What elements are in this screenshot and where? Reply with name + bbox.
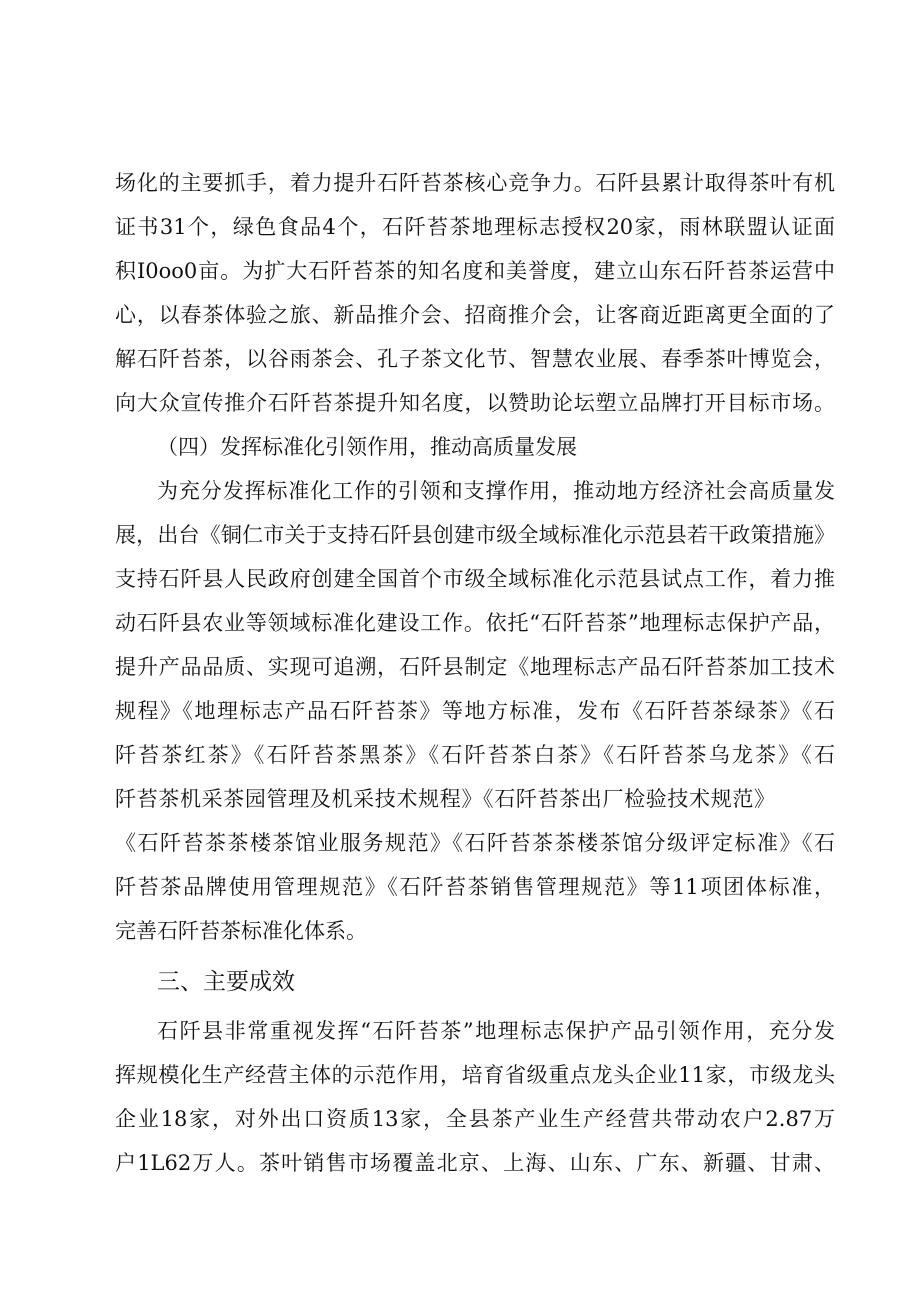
paragraph-3-line-1: 石阡县非常重视发挥“石阡苔茶”地理标志保护产品引领作用，充分发 (157, 1019, 835, 1043)
paragraph-2-line-8: 阡苔茶机采茶园管理及机采技术规程》《石阡苔茶出厂检验技术规范》 (115, 787, 775, 811)
paragraph-2-line-3: 支持石阡县人民政府创建全国首个市级全域标准化示范县试点工作，着力推 (115, 567, 835, 591)
paragraph-2-line-11: 完善石阡苔茶标准化体系。 (115, 919, 367, 943)
paragraph-1-line-3: 积I0oo0亩。为扩大石阡苔茶的知名度和美誉度，建立山东石阡苔茶运营中 (115, 259, 835, 283)
paragraph-3-line-4: 户1L62万人。茶叶销售市场覆盖北京、上海、山东、广东、新疆、甘肃、 (115, 1151, 835, 1175)
paragraph-2-line-4: 动石阡县农业等领域标准化建设工作。依托“石阡苔茶”地理标志保护产品， (115, 611, 835, 635)
paragraph-2-line-1: 为充分发挥标准化工作的引领和支撑作用，推动地方经济社会高质量发 (157, 479, 835, 503)
paragraph-1-line-1: 场化的主要抓手，着力提升石阡苔茶核心竞争力。石阡县累计取得茶叶有机 (115, 171, 835, 195)
paragraph-1-line-6: 向大众宣传推介石阡苔茶提升知名度，以赞助论坛塑立品牌打开目标市场。 (115, 391, 835, 415)
section-subheading-4: （四）发挥标准化引领作用，推动高质量发展 (157, 435, 577, 459)
paragraph-2-line-6: 规程》《地理标志产品石阡苔茶》等地方标准，发布《石阡苔茶绿茶》《石 (115, 699, 835, 723)
paragraph-2-line-10: 阡苔茶品牌使用管理规范》《石阡苔茶销售管理规范》等11项团体标准， (115, 875, 835, 899)
paragraph-2-line-5: 提升产品品质、实现可追溯，石阡县制定《地理标志产品石阡苔茶加工技术 (115, 655, 835, 679)
paragraph-2-line-9: 《石阡苔茶茶楼茶馆业服务规范》《石阡苔茶茶楼茶馆分级评定标准》《石 (115, 831, 835, 855)
paragraph-2-line-2: 展，出台《铜仁市关于支持石阡县创建市级全域标准化示范县若干政策措施》 (115, 523, 835, 547)
paragraph-1-line-5: 解石阡苔茶，以谷雨茶会、孔子茶文化节、智慧农业展、春季茶叶博览会， (115, 347, 835, 371)
paragraph-3-line-3: 企业18家，对外出口资质13家，全县茶产业生产经营共带动农户2.87万 (115, 1107, 835, 1131)
paragraph-3-line-2: 挥规模化生产经营主体的示范作用，培育省级重点龙头企业11家，市级龙头 (115, 1063, 835, 1087)
paragraph-2-line-7: 阡苔茶红茶》《石阡苔茶黑茶》《石阡苔茶白茶》《石阡苔茶乌龙茶》《石 (115, 743, 835, 767)
paragraph-1-line-2: 证书31个，绿色食品4个，石阡苔茶地理标志授权20家，雨林联盟认证面 (115, 215, 835, 239)
section-heading-3: 三、主要成效 (157, 969, 295, 995)
paragraph-1-line-4: 心，以春茶体验之旅、新品推介会、招商推介会，让客商近距离更全面的了 (115, 303, 835, 327)
